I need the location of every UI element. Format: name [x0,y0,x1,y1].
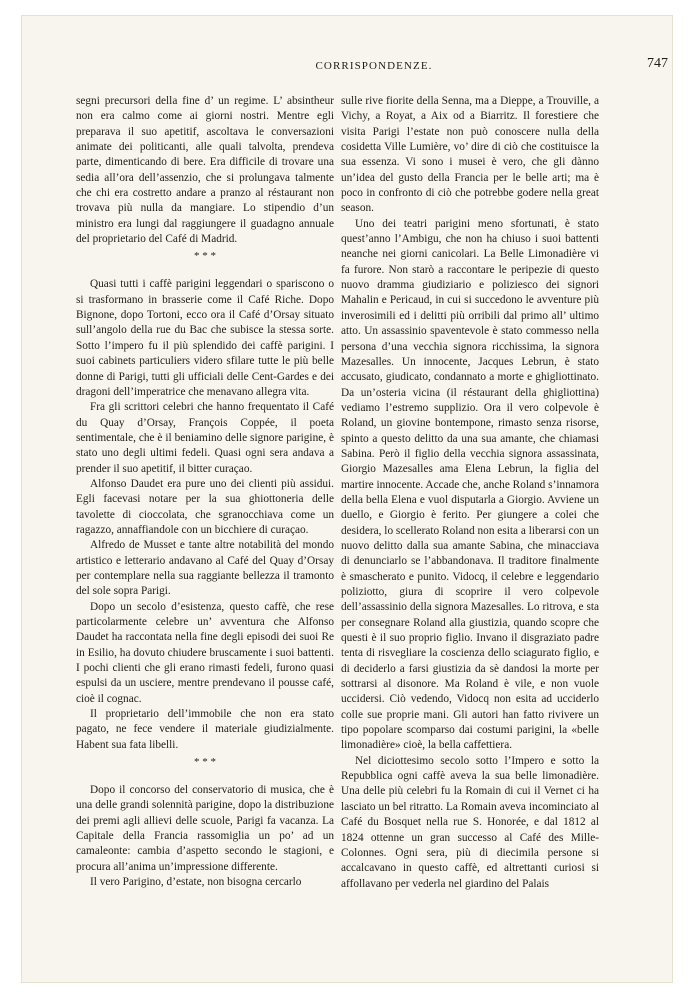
header-title: CORRISPONDENZE. [315,60,433,72]
section-separator [76,753,334,783]
paragraph: Alfonso Daudet era pure uno dei clienti più assidui. Egli facevasi notare per la sua ghiottoneria delle tavolette di cioccolata, che sgranocchiava come un ragazzo, annaffiandole con un bicchiere di curaçao. [76,477,334,536]
asterism: * * * [194,250,216,263]
paragraph: Quasi tutti i caffè parigini leggendari o spariscono o si trasformano in brasserie come il Café Riche. Dopo Bignone, dopo Tortoni, ecco ora il Café d’Orsay situato sull’angolo della rue du Bac che subisce la stessa sorte. Sotto l’impero fu il più splendido dei caffè parigini. I suoi cabinets particuliers videro sfilare tutte le più belle donne di Parigi, tutti gli ufficiali delle Cent-Gardes e dei dragoni dell’imperatrice che menavano allegra vita. [76,278,334,398]
paragraph: Fra gli scrittori celebri che hanno frequentato il Café du Quay d’Orsay, François Coppée, il poeta sentimentale, che è il beniamino delle signore parigine, è stato uno degli ultimi fedeli. Quasi ogni sera andava a prender il suo apetitif, il bitter curaçao. [76,401,334,475]
page-number: 747 [647,56,668,71]
right-column [341,94,599,892]
paragraph: segni precursori della fine d’ un regime. L’ absintheur non era calmo come ai giorni nostri. Mentre egli preparava il suo apetitif, ascoltava le conversazioni animate dei politicanti, alle quali talvolta, prendeva parte, dimenticando di bere. Era difficile di trovare una sedia all’ora dell’assenzio, che si prolungava talmente che chi era costretto andare a pranzo al réstaurant non trovava più nulla da mangiare. Lo stipendio d’un ministro era lungi dal raggiungere il guadagno annuale del proprietario del Café di Madrid. [76,95,334,246]
paragraph: Uno dei teatri parigini meno sfortunati, è stato quest’anno l’Ambigu, che non ha chiuso i suoi battenti neanche nei giorni canicolari. La Belle Limonadière vi fa furore. Non starò a raccontare le peripezie di questo nuovo dramma giudiziario e poliziesco dei signori Mahalin e Pericaud, in cui si succedono le avventure più inverosimili ed i delitti più orribili dal primo all’ ultimo atto. Un assassinio spaventevole è stato commesso nella persona d’una vecchia signora ricchissima, la signora Mazesalles. Un innocente, Jacques Lebrun, è stato accusato, giudicato, condannato a morte e ghigliottinato. Da un’osteria vicina (il réstaurant della ghigliottina) vediamo l’estremo supplizio. Ora il vero colpevole è Roland, un giovine bontempone, rimasto senza risorse, spinto a questo delitto da una sua amante, che chiamasi Sabina. Però il figlio della vecchia signora assassinata, Giorgio Mazesalles ama Elena Lebrun, la figlia del martire innocente. Accade che, anche Roland s’innamora della bella Elena e vuol disputarla a Giorgio. Avviene un duello, e Giorgio è ferito. Per giungere a colei che desidera, lo scellerato Roland non esita a liberarsi con un nuovo delitto dalla sua amante Sabina, che minacciava di denunciarlo se l’abbandonava. Il traditore finalmente è smascherato e punito. Vidocq, il celebre e leggendario poliziotto, giura di scoprire il vero colpevole dell’assassinio della signora Mazesalles. Lo ritrova, e sta per consegnare Roland alla giustizia, quando scopre che questi è il suo proprio figlio. Invano il disgraziato padre tenta di risvegliare la coscienza dello sciagurato figlio, e di deciderlo a farsi giustizia da sè dandosi la morte per sottrarsi al disonore. Ma Roland è vile, e non vuole uccidersi. Ciò vedendo, Vidocq non esita ad ucciderlo colle sue proprie mani. Gli autori han fatto rivivere un tipo popolare scomparso dai costumi parigini, la «belle limonadière» cioè, la bella caffettiera. [341,217,599,752]
paragraph: Dopo un secolo d’esistenza, questo caffè, che rese particolarmente celebre un’ avventura che Alfonso Daudet ha raccontata nella fine degli episodi dei suoi Re in Esilio, ha dovuto chiudere bruscamente i suoi battenti. I pochi clienti che gli erano rimasti fedeli, furono quasi espulsi da un usciere, mentre prendevano il pousse café, cioè il cognac. [76,600,334,705]
scanned-page [22,16,672,982]
paragraph: Dopo il concorso del conservatorio di musica, che è una delle grandi solennità parigine, dopo la distribuzione dei premi agli allievi delle scuole, Parigi fa vacanza. La Capitale della Francia rassomiglia un po’ ad un camaleonte: cambia d’aspetto secondo le stagioni, e procura all’anima un’impressione differente. [76,784,334,873]
section-separator [76,247,334,277]
paragraph: Il proprietario dell’immobile che non era stato pagato, ne fece vendere il materiale giudizialmente. Habent sua fata libelli. [76,708,334,751]
running-header [80,56,668,78]
asterism: * * * [194,756,216,769]
paragraph: sulle rive fiorite della Senna, ma a Dieppe, a Trouville, a Vichy, a Royat, a Aix od a Biarritz. Il forestiere che visita Parigi l’estate non può conoscere nulla della cosidetta Ville Lumière, vo’ dire di ciò che costituisce la sua essenza. Vi sono i musei è vero, che gli dànno un’idea del gusto della Francia per le belle arti; ma è poco in confronto di ciò che potrebbe godere nella great season. [341,95,599,215]
paragraph: Alfredo de Musset e tante altre notabilità del mondo artistico e letterario andavano al Café del Quay d’Orsay per contemplare nella sua raggiante bellezza il tramonto del sole sopra Parigi. [76,539,334,598]
left-column [76,94,334,891]
paragraph: Il vero Parigino, d’estate, non bisogna cercarlo [90,876,302,889]
paragraph: Nel diciottesimo secolo sotto l’Impero e sotto la Repubblica ogni caffè aveva la sua belle limonadière. Una delle più celebri fu la Romain di cui il Vernet ci ha lasciato un bel ritratto. La Romain aveva incominciato al Café du Bosquet nella rue S. Honorée, e dal 1812 al 1824 ottenne un gran successo al Café des Mille-Colonnes. Ogni sera, più di diecimila persone si accalcavano in questo caffè, ed altrettanti curiosi si affollavano per vederla nel giardino del Palais [341,754,599,890]
